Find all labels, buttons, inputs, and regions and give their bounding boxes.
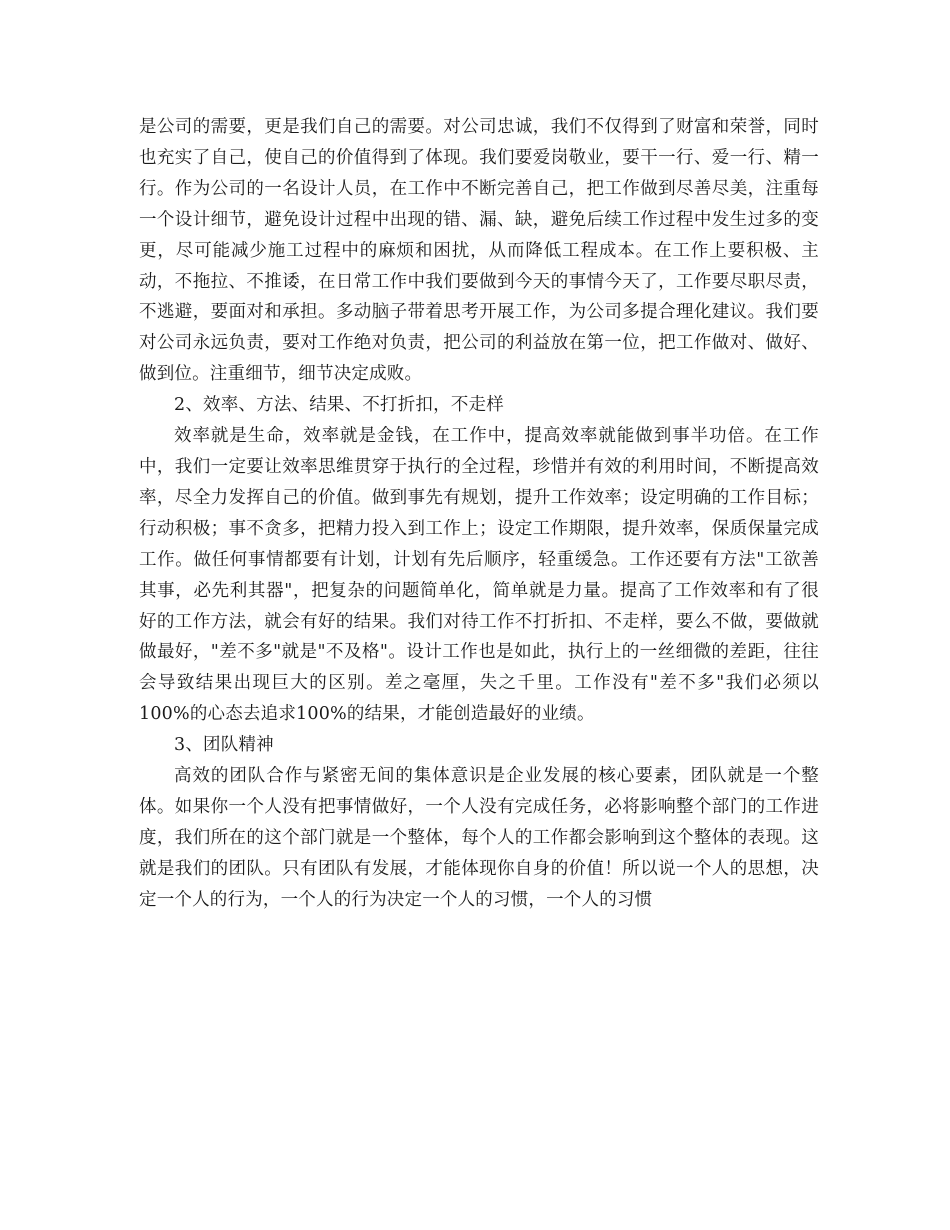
- paragraph-efficiency: 效率就是生命，效率就是金钱，在工作中，提高效率就能做到事半功倍。在工作中，我们一定要让效率思维贯穿于执行的全过程，珍惜并有效的利用时间，不断提高效率，尽全力发挥自己的价值。做到事先有规划，提升工作效率；设定明确的工作目标；行动积极；事不贪多，把精力投入到工作上；设定工作期限，提升效率，保质保量完成工作。做任何事情都要有计划，计划有先后顺序，轻重缓急。工作还要有方法"工欲善其事，必先利其器"，把复杂的问题简单化，简单就是力量。提高了工作效率和有了很好的工作方法，就会有好的结果。我们对待工作不打折扣、不走样，要么不做，要做就做最好，"差不多"就是"不及格"。设计工作也是如此，执行上的一丝细微的差距，往往会导致结果出现巨大的区别。差之毫厘，失之千里。工作没有"差不多"我们必须以100%的心态去追求100%的结果，才能创造最好的业绩。: [139, 426, 819, 725]
- paragraph-loyalty-continued: 是公司的需要，更是我们自己的需要。对公司忠诚，我们不仅得到了财富和荣誉，同时也充实了自己，使自己的价值得到了体现。我们要爱岗敬业，要干一行、爱一行、精一行。作为公司的一名设计人员，在工作中不断完善自己，把工作做到尽善尽美，注重每一个设计细节，避免设计过程中出现的错、漏、缺，避免后续工作过程中发生过多的变更，尽可能减少施工过程中的麻烦和困扰，从而降低工程成本。在工作上要积极、主动，不拖拉、不推诿，在日常工作中我们要做到今天的事情今天了，工作要尽职尽责，不逃避，要面对和承担。多动脑子带着思考开展工作，为公司多提合理化建议。我们要对公司永远负责，要对工作绝对负责，把公司的利益放在第一位，把工作做对、做好、做到位。注重细节，细节决定成败。: [139, 117, 819, 385]
- document-body: [139, 112, 819, 916]
- paragraph-team-spirit: 高效的团队合作与紧密无间的集体意识是企业发展的核心要素，团队就是一个整体。如果你一个人没有把事情做好，一个人没有完成任务，必将影响整个部门的工作进度，我们所在的这个部门就是一个整体，每个人的工作都会影响到这个整体的表现。这就是我们的团队。只有团队有发展，才能体现你自身的价值！所以说一个人的思想，决定一个人的行为，一个人的行为决定一个人的习惯，一个人的习惯: [139, 766, 819, 910]
- section-heading-team-spirit: 3、团队精神: [174, 735, 274, 756]
- section-heading-efficiency: 2、效率、方法、结果、不打折扣，不走样: [174, 395, 504, 416]
